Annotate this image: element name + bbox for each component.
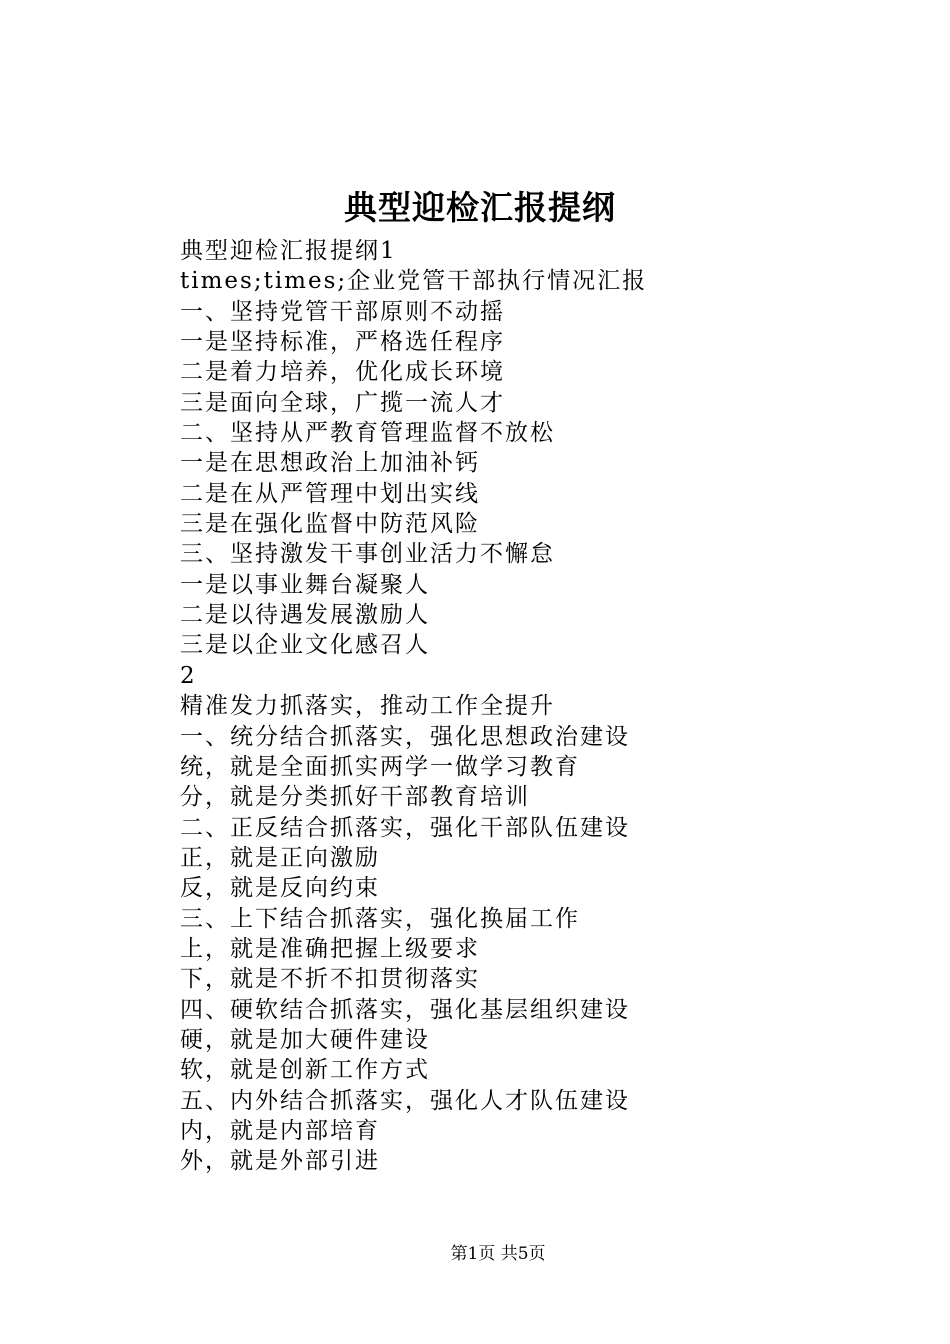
body-line: 二是在从严管理中划出实线	[180, 480, 480, 507]
body-line: 上，就是准确把握上级要求	[180, 935, 480, 962]
body-line: 硬，就是加大硬件建设	[180, 1026, 430, 1053]
body-line: 一是以事业舞台凝聚人	[180, 571, 430, 598]
body-line: 下，就是不折不扣贯彻落实	[180, 966, 480, 993]
body-line: 典型迎检汇报提纲1	[180, 238, 397, 264]
body-line: 二、坚持从严教育管理监督不放松	[180, 420, 555, 447]
document-body	[180, 236, 880, 1177]
body-line: 外，就是外部引进	[180, 1148, 380, 1175]
body-line: 一、坚持党管干部原则不动摇	[180, 298, 505, 325]
body-line: 正，就是正向激励	[180, 844, 380, 871]
body-line: 2	[180, 662, 197, 689]
body-line: 三是以企业文化感召人	[180, 632, 430, 659]
body-line: 统，就是全面抓实两学一做学习教育	[180, 753, 580, 780]
body-line: 三、上下结合抓落实，强化换届工作	[180, 905, 580, 932]
document-title: 典型迎检汇报提纲	[344, 188, 616, 227]
body-line: 三是在强化监督中防范风险	[180, 511, 480, 538]
body-line: 二、正反结合抓落实，强化干部队伍建设	[180, 814, 630, 841]
body-line: 二是着力培养，优化成长环境	[180, 359, 505, 386]
body-line: 一、统分结合抓落实，强化思想政治建设	[180, 723, 630, 750]
body-line: 一是坚持标准，严格选任程序	[180, 329, 505, 356]
body-line: 三是面向全球，广揽一流人才	[180, 389, 505, 416]
body-line: 一是在思想政治上加油补钙	[180, 450, 480, 477]
body-line: 三、坚持激发干事创业活力不懈怠	[180, 541, 555, 568]
page-footer: 第1页 共5页	[450, 1244, 546, 1264]
body-line: 软，就是创新工作方式	[180, 1057, 430, 1084]
body-line: 分，就是分类抓好干部教育培训	[180, 784, 530, 811]
body-line: 五、内外结合抓落实，强化人才队伍建设	[180, 1087, 630, 1114]
body-line: 反，就是反向约束	[180, 875, 380, 902]
body-line: 精准发力抓落实，推动工作全提升	[180, 693, 555, 720]
body-line: 二是以待遇发展激励人	[180, 602, 430, 629]
body-line: times;times;企业党管干部执行情况汇报	[180, 268, 648, 295]
body-line: 四、硬软结合抓落实，强化基层组织建设	[180, 996, 630, 1023]
body-line: 内，就是内部培育	[180, 1117, 380, 1144]
